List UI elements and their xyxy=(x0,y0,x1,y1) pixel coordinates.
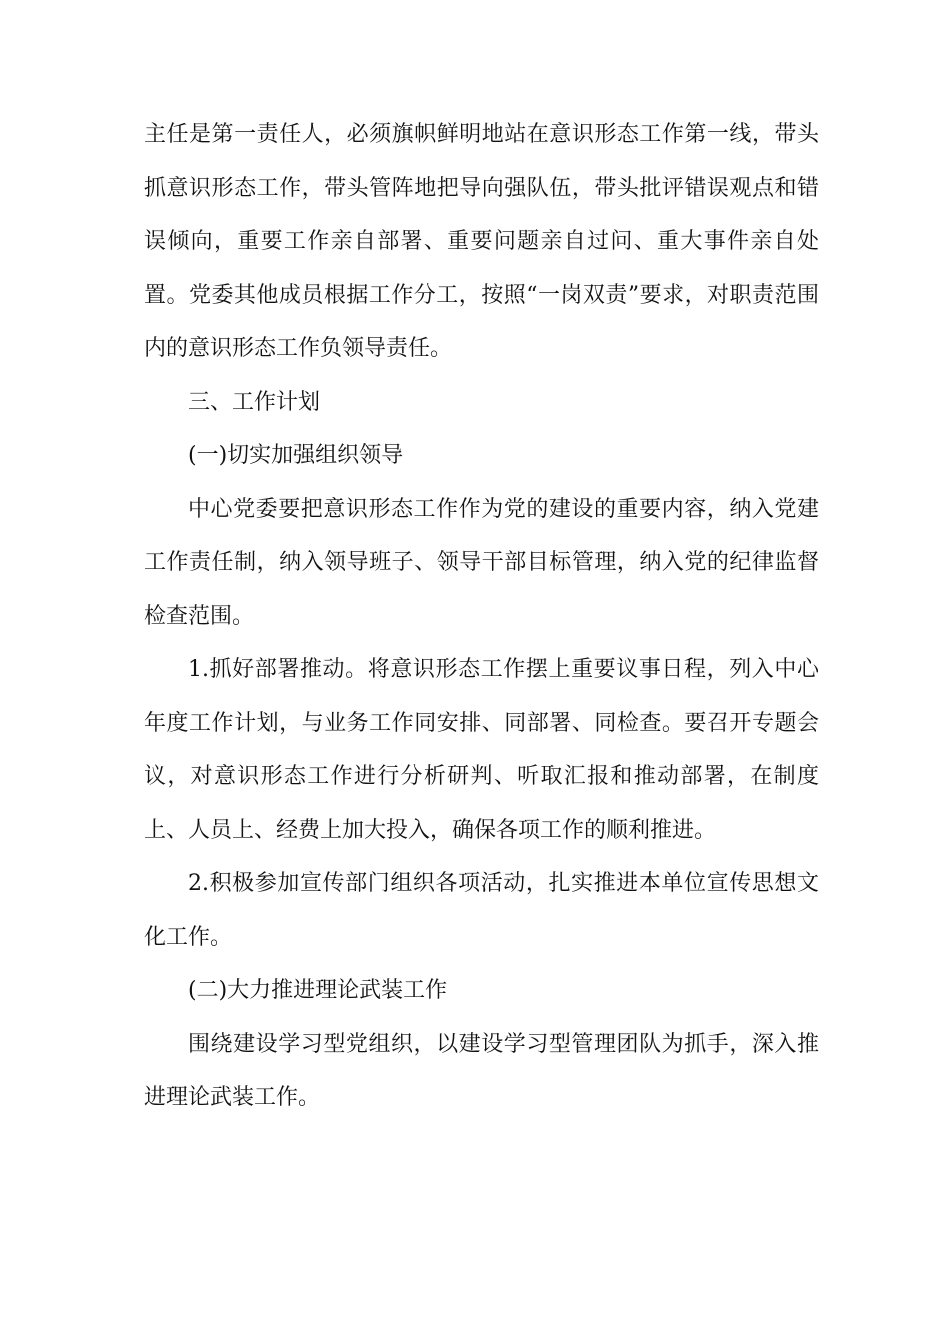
paragraph-party-committee: 中心党委要把意识形态工作作为党的建设的重要内容，纳入党建工作责任制，纳入领导班子、领导干部目标管理，纳入党的纪律监督检查范围。 xyxy=(144,496,819,629)
section-heading-work-plan: 三、工作计划 xyxy=(188,389,321,415)
subsection-heading-theory: (二)大力推进理论武装工作 xyxy=(188,978,448,1003)
paragraph-responsibility: 主任是第一责任人，必须旗帜鲜明地站在意识形态工作第一线，带头抓意识形态工作，带头管阵地把导向强队伍，带头批评错误观点和错误倾向，重要工作亲自部署、重要问题亲自过问、重大事件亲自处置。党委其他成员根据工作分工，按照“一岗双责”要求，对职责范围内的意识形态工作负领导责任。 xyxy=(144,122,819,361)
subsection-heading-organization: (一)切实加强组织领导 xyxy=(188,443,404,468)
paragraph-deployment: 1.抓好部署推动。将意识形态工作摆上重要议事日程，列入中心年度工作计划，与业务工作同安排、同部署、同检查。要召开专题会议，对意识形态工作进行分析研判、听取汇报和推动部署，在制度上、人员上、经费上加大投入，确保各项工作的顺利推进。 xyxy=(144,657,819,843)
paragraph-propaganda-activities: 2.积极参加宣传部门组织各项活动，扎实推进本单位宣传思想文化工作。 xyxy=(144,871,819,950)
document-body xyxy=(144,108,819,1125)
paragraph-learning-organization: 围绕建设学习型党组织，以建设学习型管理团队为抓手，深入推进理论武装工作。 xyxy=(144,1031,819,1110)
